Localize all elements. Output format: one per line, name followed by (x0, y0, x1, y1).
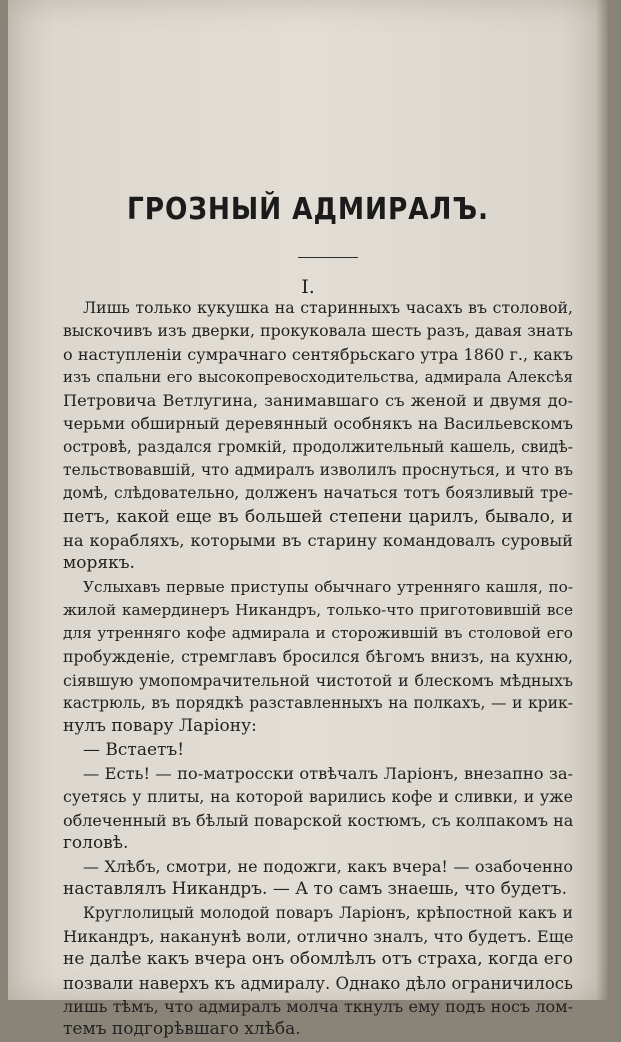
text-line: Петровича Ветлугина, занимавшаго съ женой и двумя до- (63, 391, 573, 411)
text-line: головѣ. (63, 832, 129, 853)
text-line: — Хлѣбъ, смотри, не подожги, какъ вчера! — озабоченно (83, 857, 573, 877)
text-line: позвали наверхъ къ адмиралу. Однако дѣло ограничилось (63, 973, 573, 993)
text-line: Никандръ, наканунѣ воли, отлично зналъ, что будетъ. Еще (63, 927, 573, 947)
text-line: петъ, какой еще въ большей степени царилъ, бывало, и (63, 506, 573, 527)
text-line: не далѣе какъ вчера онъ обомлѣлъ отъ страха, когда его (63, 949, 573, 970)
text-line: пробужденіе, стремглавъ бросился бѣгомъ внизъ, на кухню, (63, 647, 573, 667)
body-text (63, 296, 573, 1042)
text-line: — Встаетъ! (83, 739, 185, 760)
text-line: изъ спальни его высокопревосходительства, адмирала Алексѣя (63, 367, 573, 386)
chapter-number: I. (301, 276, 315, 298)
text-line: островѣ, раздался громкій, продолжительный кашель, свидѣ- (63, 437, 573, 456)
text-line: наставлялъ Никандръ. — А то самъ знаешь, что будетъ. (63, 879, 568, 900)
text-line: для утренняго кофе адмирала и сторожившій въ столовой его (63, 624, 573, 643)
text-line: сіявшую умопомрачительной чистотой и блескомъ мѣдныхъ (63, 670, 573, 690)
text-line: выскочивъ изъ дверки, прокуковала шесть разъ, давая знать (63, 321, 573, 341)
page-gutter-shadow (596, 0, 608, 1000)
text-line: облеченный въ бѣлый поварской костюмъ, съ колпакомъ на (63, 810, 573, 830)
text-line: тельствовавшій, что адмиралъ изволилъ проснуться, и что въ (63, 461, 573, 480)
text-line: нулъ повару Ларіону: (63, 716, 257, 737)
text-line: на корабляхъ, которыми въ старину командовалъ суровый (63, 530, 573, 550)
text-line: Круглолицый молодой поваръ Ларіонъ, крѣпостной какъ и (83, 903, 573, 922)
title-divider (298, 257, 358, 258)
text-line: Услыхавъ первые приступы обычнаго утренняго кашля, по- (83, 577, 573, 596)
text-line: темъ подгорѣвшаго хлѣба. (63, 1019, 301, 1040)
text-line: морякъ. (63, 553, 135, 574)
text-line: Лишь только кукушка на старинныхъ часахъ въ столовой, (83, 298, 573, 317)
text-line: черьми обширный деревянный особнякъ на Васильевскомъ (63, 414, 573, 434)
book-page (8, 0, 608, 1040)
text-line: о наступленіи сумрачнаго сентябрьскаго утра 1860 г., какъ (63, 344, 573, 364)
text-line: лишь тѣмъ, что адмиралъ молча ткнулъ ему подъ носъ лом- (63, 996, 573, 1016)
text-line: домѣ, слѣдовательно, долженъ начаться тотъ боязливый тре- (63, 484, 573, 503)
text-line: суетясь у плиты, на которой варились кофе и сливки, и уже (63, 787, 573, 807)
story-title: ГРОЗНЫЙ АДМИРАЛЪ. (127, 192, 489, 227)
text-line: кастрюль, въ порядкѣ разставленныхъ на полкахъ, — и крик- (63, 694, 573, 713)
text-line: жилой камердинеръ Никандръ, только-что приготовившій все (63, 600, 573, 619)
text-line: — Есть! — по-матросски отвѣчалъ Ларіонъ, внезапно за- (83, 763, 573, 783)
